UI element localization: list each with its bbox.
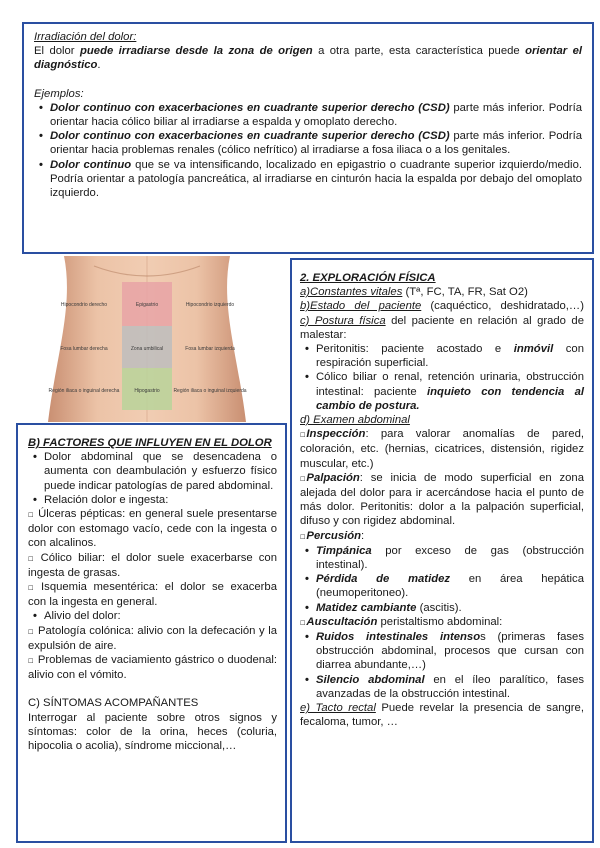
checkbox-glyph-icon: ☐ [300,617,306,628]
checkbox-glyph-icon: ☐ [300,473,306,484]
list-item: • Alivio del dolor: [28,609,277,623]
checkbox-glyph-icon: ☐ [28,626,34,637]
checkbox-glyph-icon: ☐ [300,531,306,542]
region-label: Zona umbilical [130,346,164,352]
sub-item: ☐ Cólico biliar: el dolor suele exacerbarse con ingesta de grasas. [28,551,278,579]
irradiation-box [22,22,594,254]
vital-signs: a)Constantes vitales (Tª, FC, TA, FR, Sat O2) [300,286,528,299]
sub-item: ☐ Patología colónica: alivio con la defecación y la expulsión de aire. [28,624,277,652]
list-item: • Timpánica por exceso de gas (obstrucción intestinal). [300,544,584,572]
sub-item: ☐ Problemas de vaciamiento gástrico o duodenal: alivio con el vómito. [28,654,277,682]
percussion: ☐Percusión: [300,529,365,542]
factors-heading: B) FACTORES QUE INFLUYEN EN EL DOLOR [28,437,272,449]
list-item: • Pérdida de matidez en área hepática (neumoperitoneo). [300,572,584,600]
list-item: • Dolor continuo que se va intensificando, localizado en epigastrio o cuadrante superior izquierdo/medio. Podría orientar a patología pancreática, al irradiarse en cinturón hacia la espalda por debajo del omoplato izquierdo. [34,158,582,201]
abdomen-regions-image [34,256,260,422]
checkbox-glyph-icon: ☐ [28,656,34,667]
examples-label: Ejemplos: [34,87,84,100]
irradiation-heading: Irradiación del dolor: [34,31,137,43]
rectal-exam: e) Tacto rectal Puede revelar la presencia de sangre, fecaloma, tumor, … [300,702,584,729]
irradiation-intro: El dolor puede irradiarse desde la zona de origen a otra parte, esta característica puede orientar el diagnóstico. [34,45,582,72]
list-item: • Dolor continuo con exacerbaciones en cuadrante superior derecho (CSD) parte más inferior. Podría orientar hacia problemas renales (cólico nefrítico) al irradiarse a fosa iliaca o a los genitales. [34,129,582,157]
palpation: ☐Palpación: se inicia de modo superficial en zona alejada del dolor para ir acercándose hacia el punto de más dolor. Peritonitis: dolor a la palpación superficial, difuso y con rigidez abdominal. [300,471,584,528]
region-label: Hipogastrio [134,388,160,394]
checkbox-glyph-icon: ☐ [28,553,34,564]
abdominal-exam-heading: d) Examen abdominal [300,414,410,427]
checkbox-glyph-icon: ☐ [28,583,34,594]
patient-state: b)Estado del paciente (caquéctico, deshidratado,…) [300,300,584,313]
list-item: • Relación dolor e ingesta: [28,493,277,507]
list-item: • Ruidos intestinales intensos (primeras fases obstrucción abdominal, procesos que cursan con diarrea abundante,…) [300,630,584,673]
region-label: Hipocondrio izquierdo [185,302,235,308]
symptoms-text: Interrogar al paciente sobre otros signos y síntomas: color de la orina, heces (coluria, hipocolia o acolia), síndrome miccional,… [28,711,277,753]
factors-box [16,423,287,843]
sub-item: ☐ Isquemia mesentérica: el dolor se exacerba con la ingesta en general. [28,581,277,609]
list-item: • Peritonitis: paciente acostado e inmóvil con respiración superficial. [300,342,584,370]
posture: c) Postura física del paciente en relación al grado de malestar: [300,314,584,341]
examples-list [34,101,582,200]
region-label: Hipocondrio derecho [60,302,108,308]
checkbox-glyph-icon: ☐ [28,510,34,521]
region-label: Región iliaca o inguinal izquierda [173,388,247,394]
symptoms-heading: C) SÍNTOMAS ACOMPAÑANTES [28,697,199,710]
list-item: • Dolor continuo con exacerbaciones en cuadrante superior derecho (CSD) parte más inferior. Podría orientar hacia cólico biliar al irradiarse a espalda y omoplato derecho. [34,101,582,129]
physical-exam-box [290,258,594,843]
auscultation: ☐Auscultación peristaltismo abdominal: [300,615,503,628]
checkbox-glyph-icon: ☐ [300,430,306,441]
inspection: ☐Inspección: para valorar anomalías de pared, coloración, etc. (hernias, cicatrices, distensión, rigidez muscular, etc.) [300,428,584,470]
list-item: • Dolor abdominal que se desencadena o aumenta con deambulación y esfuerzo físico puede indicar patologías de pared abdominal. [28,450,277,493]
region-label: Región iliaca o inguinal derecha [48,388,120,394]
list-item: • Silencio abdominal en el íleo paralítico, fases avanzadas de la obstrucción intestinal. [300,673,584,701]
region-label: Epigastrio [135,302,159,308]
list-item: • Cólico biliar o renal, retención urinaria, obstrucción intestinal: paciente inquieto con tendencia al cambio de postura. [300,370,584,413]
sub-item: ☐ Úlceras pépticas: en general suele presentarse dolor con estomago vacío, cede con la ingesta o con alcalinos. [28,508,278,550]
region-label: Fosa lumbar izquierda [185,346,235,352]
list-item: • Matidez cambiante (ascitis). [300,601,584,615]
region-label: Fosa lumbar derecha [60,346,108,352]
exam-heading: 2. EXPLORACIÓN FÍSICA [300,272,436,284]
